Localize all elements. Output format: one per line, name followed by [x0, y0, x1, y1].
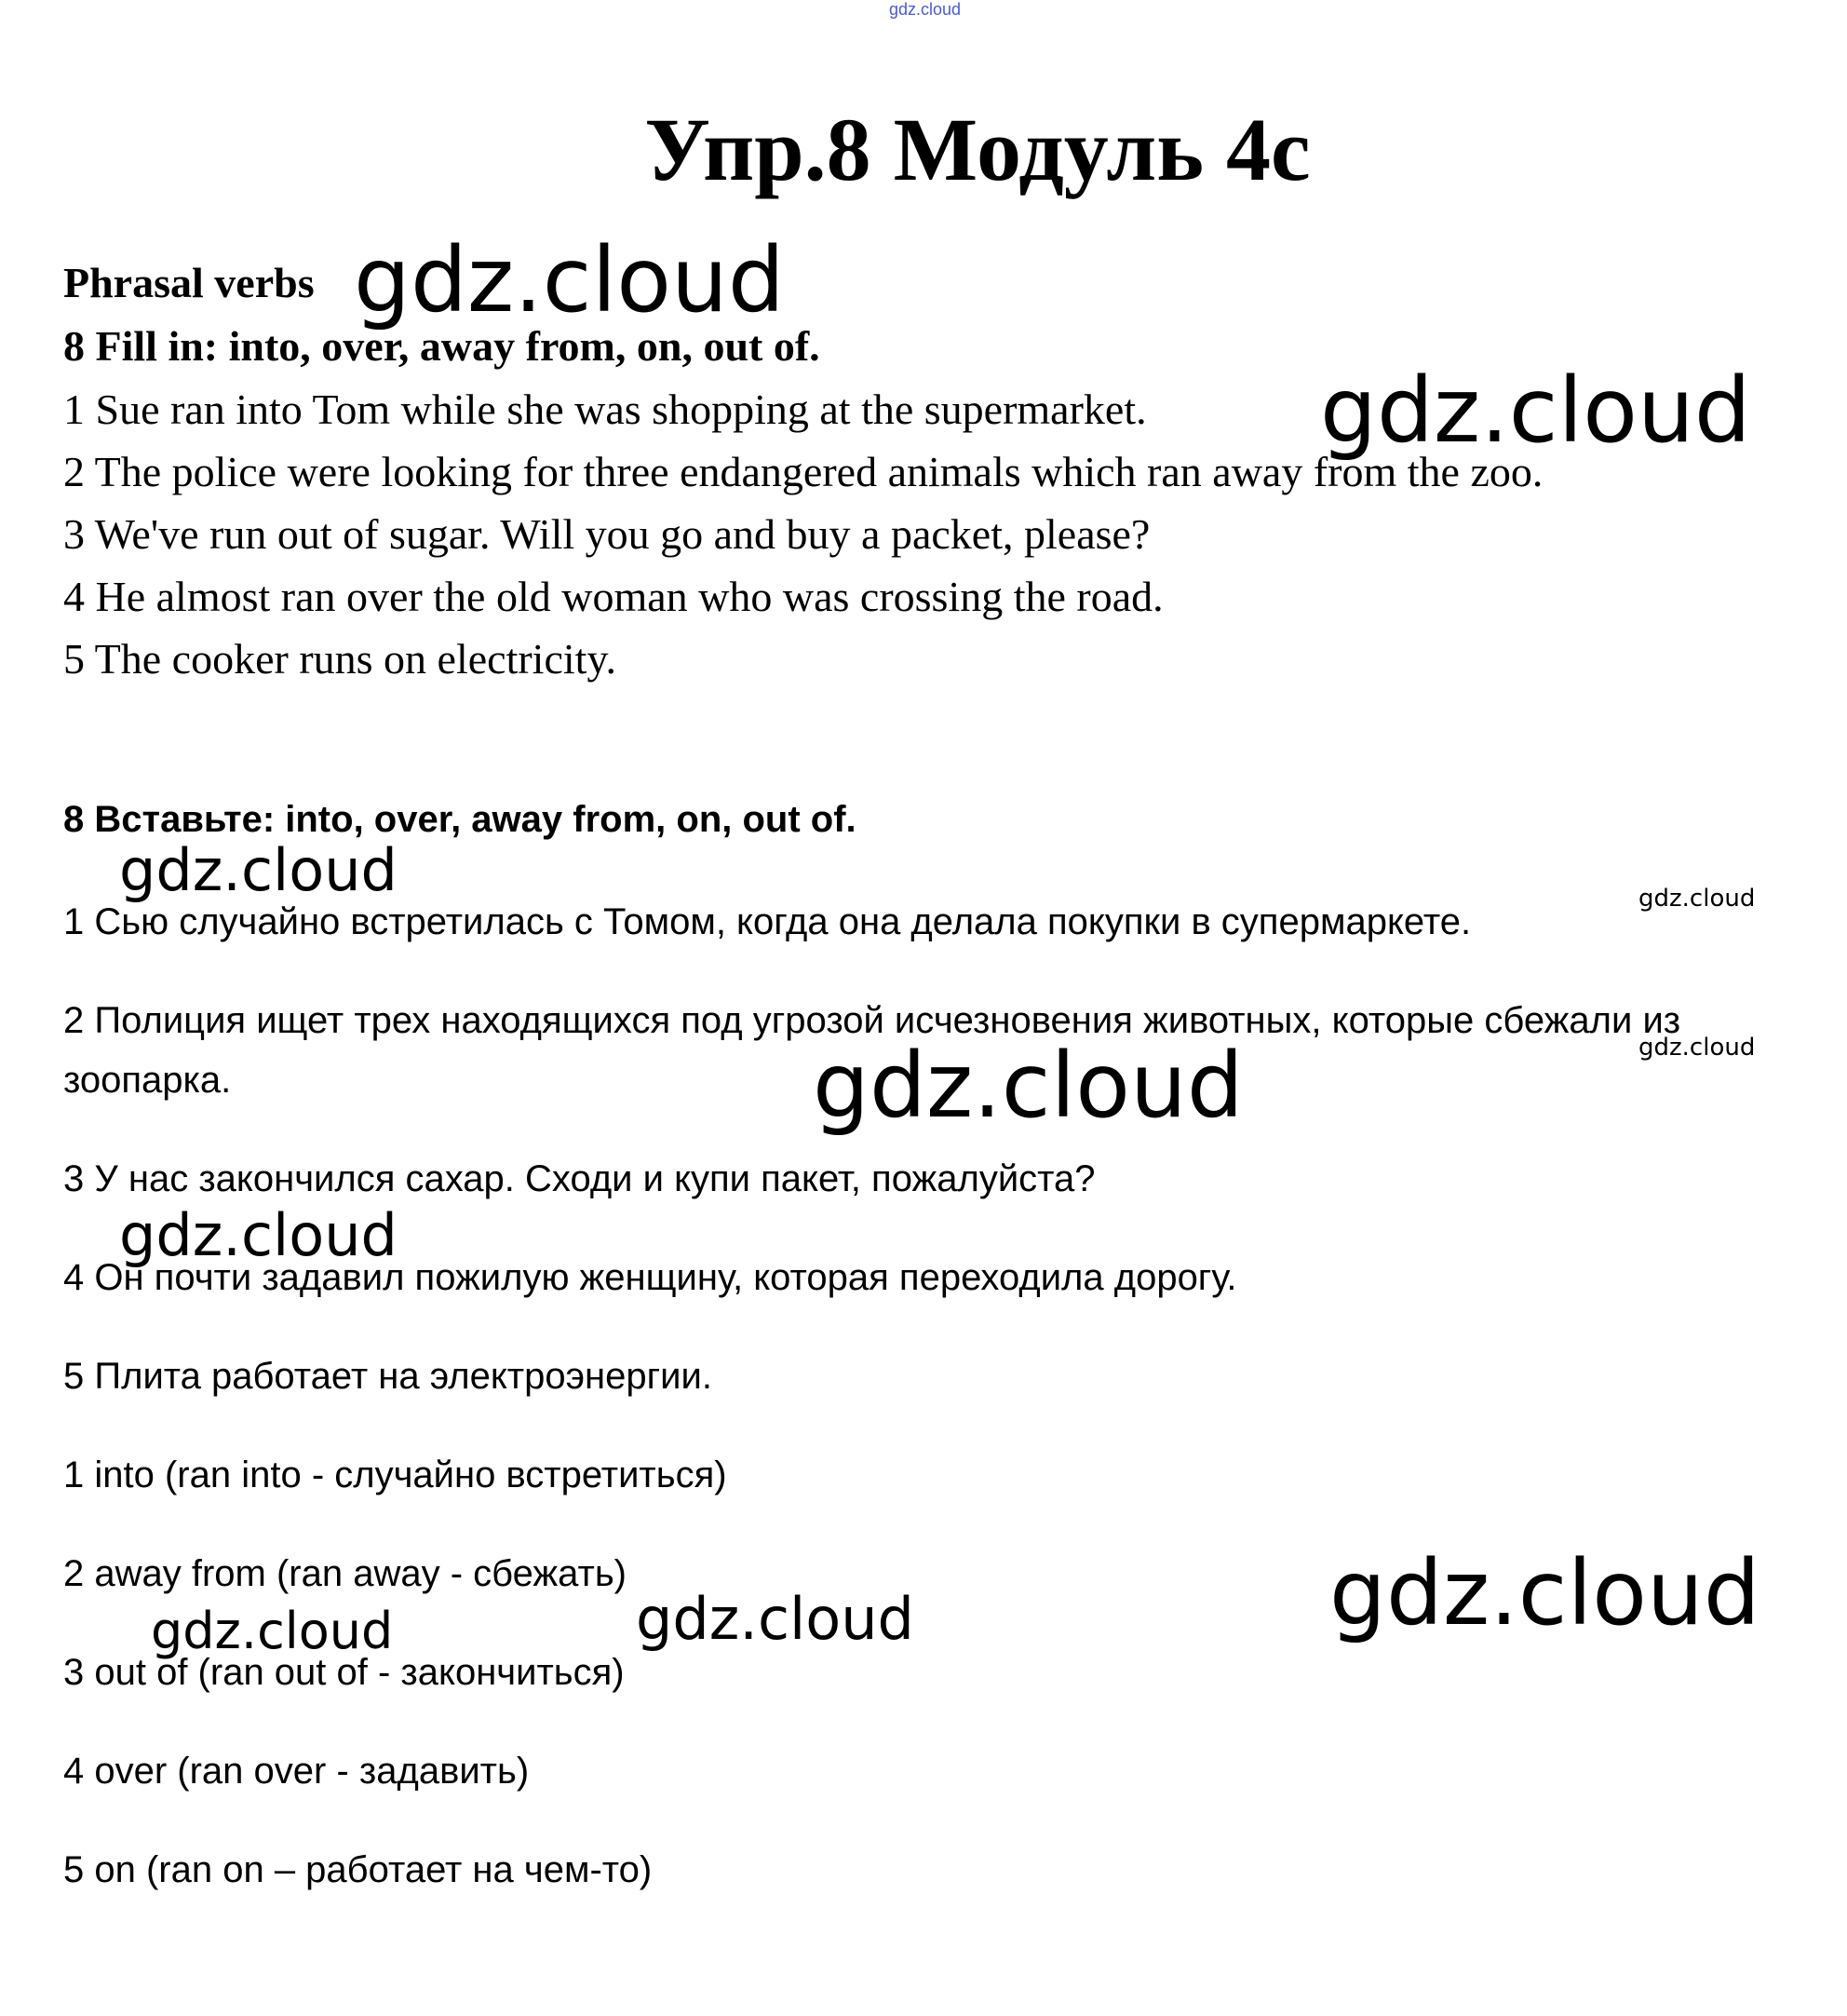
answer-5: 5 on (ran on – работает на чем-то)	[63, 1849, 653, 1890]
section-label: Phrasal verbs	[63, 259, 315, 306]
watermark: gdz.cloud	[151, 1602, 394, 1660]
sentence-en-4: 4 He almost ran over the old woman who was crossing the road.	[63, 573, 1164, 620]
translation-2-line-2: зоопарка.	[63, 1060, 232, 1101]
translation-5: 5 Плита работает на электроэнергии.	[63, 1356, 712, 1397]
sentence-en-3: 3 We've run out of sugar. Will you go and buy a packet, please?	[63, 510, 1151, 558]
watermark: gdz.cloud	[119, 836, 398, 904]
top-watermark: gdz.cloud	[889, 0, 962, 19]
task-instruction-en: 8 Fill in: into, over, away from, on, out of.	[63, 322, 820, 370]
task-instruction-ru: 8 Вставьте: into, over, away from, on, out of.	[63, 799, 856, 840]
translation-4: 4 Он почти задавил пожилую женщину, которая переходила дорогу.	[63, 1257, 1237, 1298]
watermark: gdz.cloud	[1638, 885, 1756, 913]
answer-4: 4 over (ran over - задавить)	[63, 1751, 530, 1792]
watermark: gdz.cloud	[1329, 1541, 1760, 1645]
watermark: gdz.cloud	[354, 228, 785, 332]
sentence-en-5: 5 The cooker runs on electricity.	[63, 635, 616, 683]
watermark: gdz.cloud	[1320, 359, 1751, 463]
watermark: gdz.cloud	[636, 1585, 914, 1653]
translation-1: 1 Сью случайно встретилась с Томом, когда она делала покупки в супермаркете.	[63, 901, 1472, 942]
watermark: gdz.cloud	[1638, 1034, 1756, 1062]
answer-1: 1 into (ran into - случайно встретиться)	[63, 1454, 727, 1495]
translation-3: 3 У нас закончился сахар. Сходи и купи пакет, пожалуйста?	[63, 1158, 1096, 1199]
sentence-en-2: 2 The police were looking for three endangered animals which ran away from the zoo.	[63, 448, 1544, 495]
sentence-en-1: 1 Sue ran into Tom while she was shopping at the supermarket.	[63, 386, 1147, 433]
page-title: Упр.8 Модуль 4с	[644, 100, 1311, 199]
answer-2: 2 away from (ran away - сбежать)	[63, 1553, 627, 1594]
watermark: gdz.cloud	[813, 1034, 1244, 1138]
translation-2-line-1: 2 Полиция ищет трех находящихся под угрозой исчезновения животных, которые сбежали из	[63, 1000, 1681, 1041]
answer-3: 3 out of (ran out of - закончиться)	[63, 1652, 625, 1693]
watermark: gdz.cloud	[119, 1201, 398, 1269]
